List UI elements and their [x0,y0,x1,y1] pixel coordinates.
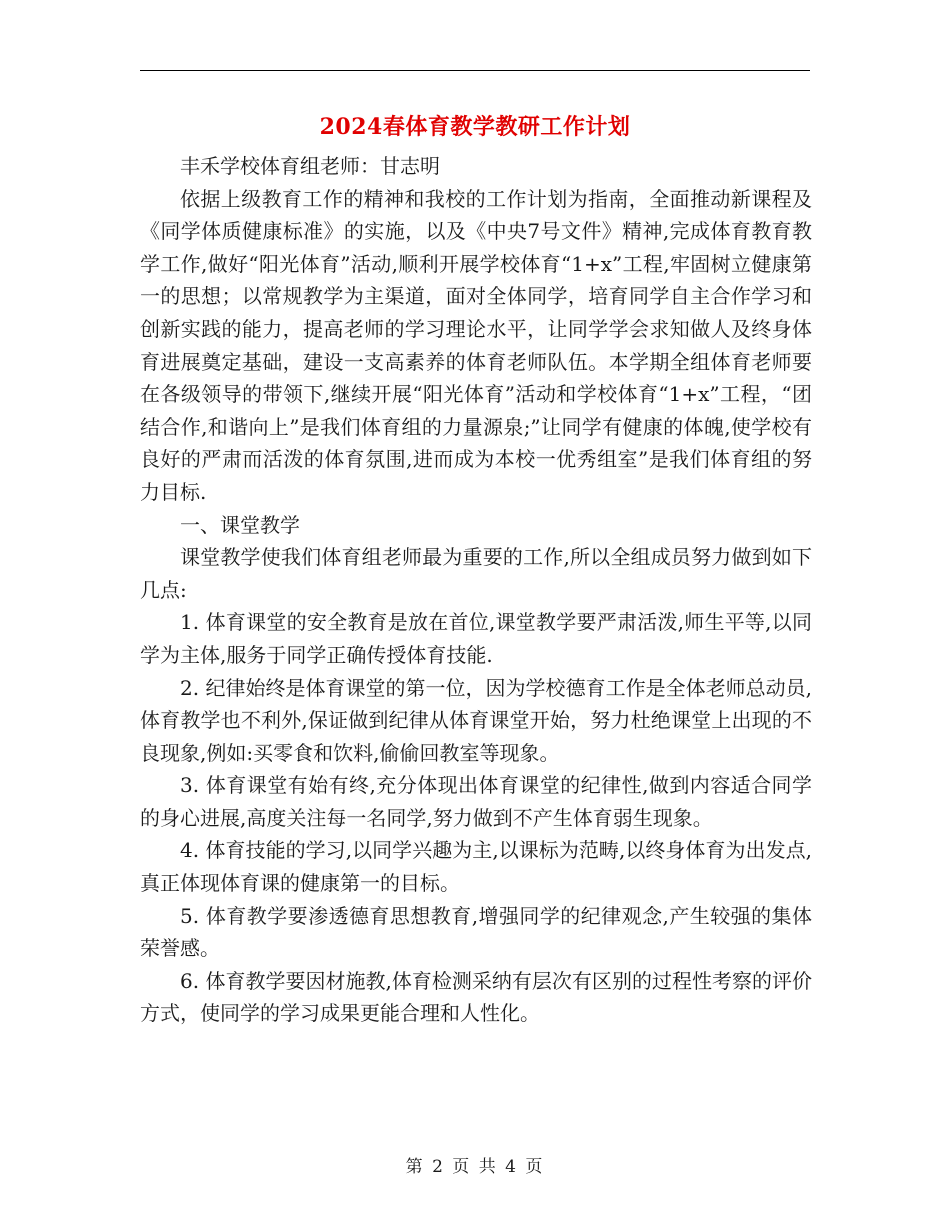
list-item: 4. 体育技能的学习,以同学兴趣为主,以课标为范畴,以终身体育为出发点,真正体现体育课的健康第一的目标。 [140,838,812,896]
list-item: 1. 体育课堂的安全教育是放在首位,课堂教学要严肃活泼,师生平等,以同学为主体,服务于同学正确传授体育技能. [140,610,812,667]
list-item: 6. 体育教学要因材施教,体育检测采纳有层次有区别的过程性考察的评价方式，使同学的学习成果更能合理和人性化。 [140,968,812,1026]
header-rule [140,70,810,71]
section-heading: 一、课堂教学 [180,512,300,537]
page-number: 第 2 页 共 4 页 [405,1157,545,1177]
section-intro-paragraph: 课堂教学使我们体育组老师最为重要的工作,所以全组成员努力做到如下几点: [140,545,812,602]
document-title: 2024春体育教学教研工作计划 [319,114,631,140]
document-body [140,150,812,1030]
intro-paragraph: 依据上级教育工作的精神和我校的工作计划为指南，全面推动新课程及《同学体质健康标准》的实施，以及《中央7号文件》精神,完成体育教育教学工作,做好“阳光体育”活动,顺利开展学校体育“1+x”工程,牢固树立健康第一的思想；以常规教学为主渠道，面对全体同学，培育同学自主合作学习和创新实践的能力，提高老师的学习理论水平，让同学学会求知做人及终身体育进展奠定基础，建设一支高素养的体育老师队伍。本学期全组体育老师要在各级领导的带领下,继续开展“阳光体育”活动和学校体育“1+x”工程，“团结合作,和谐向上”是我们体育组的力量源泉;”让同学有健康的体魄,使学校有良好的严肃而活泼的体育氛围,进而成为本校一优秀组室”是我们体育组的努力目标. [140,186,812,504]
list-item: 5. 体育教学要渗透德育思想教育,增强同学的纪律观念,产生较强的集体荣誉感。 [140,903,812,961]
list-item: 3. 体育课堂有始有终,充分体现出体育课堂的纪律性,做到内容适合同学的身心进展,高度关注每一名同学,努力做到不产生体育弱生现象。 [140,773,812,830]
author-line: 丰禾学校体育组老师：甘志明 [180,154,440,178]
list-item: 2. 纪律始终是体育课堂的第一位，因为学校德育工作是全体老师总动员,体育教学也不利外,保证做到纪律从体育课堂开始，努力杜绝课堂上出现的不良现象,例如:买零食和饮料,偷偷回教室等现象。 [140,675,812,765]
